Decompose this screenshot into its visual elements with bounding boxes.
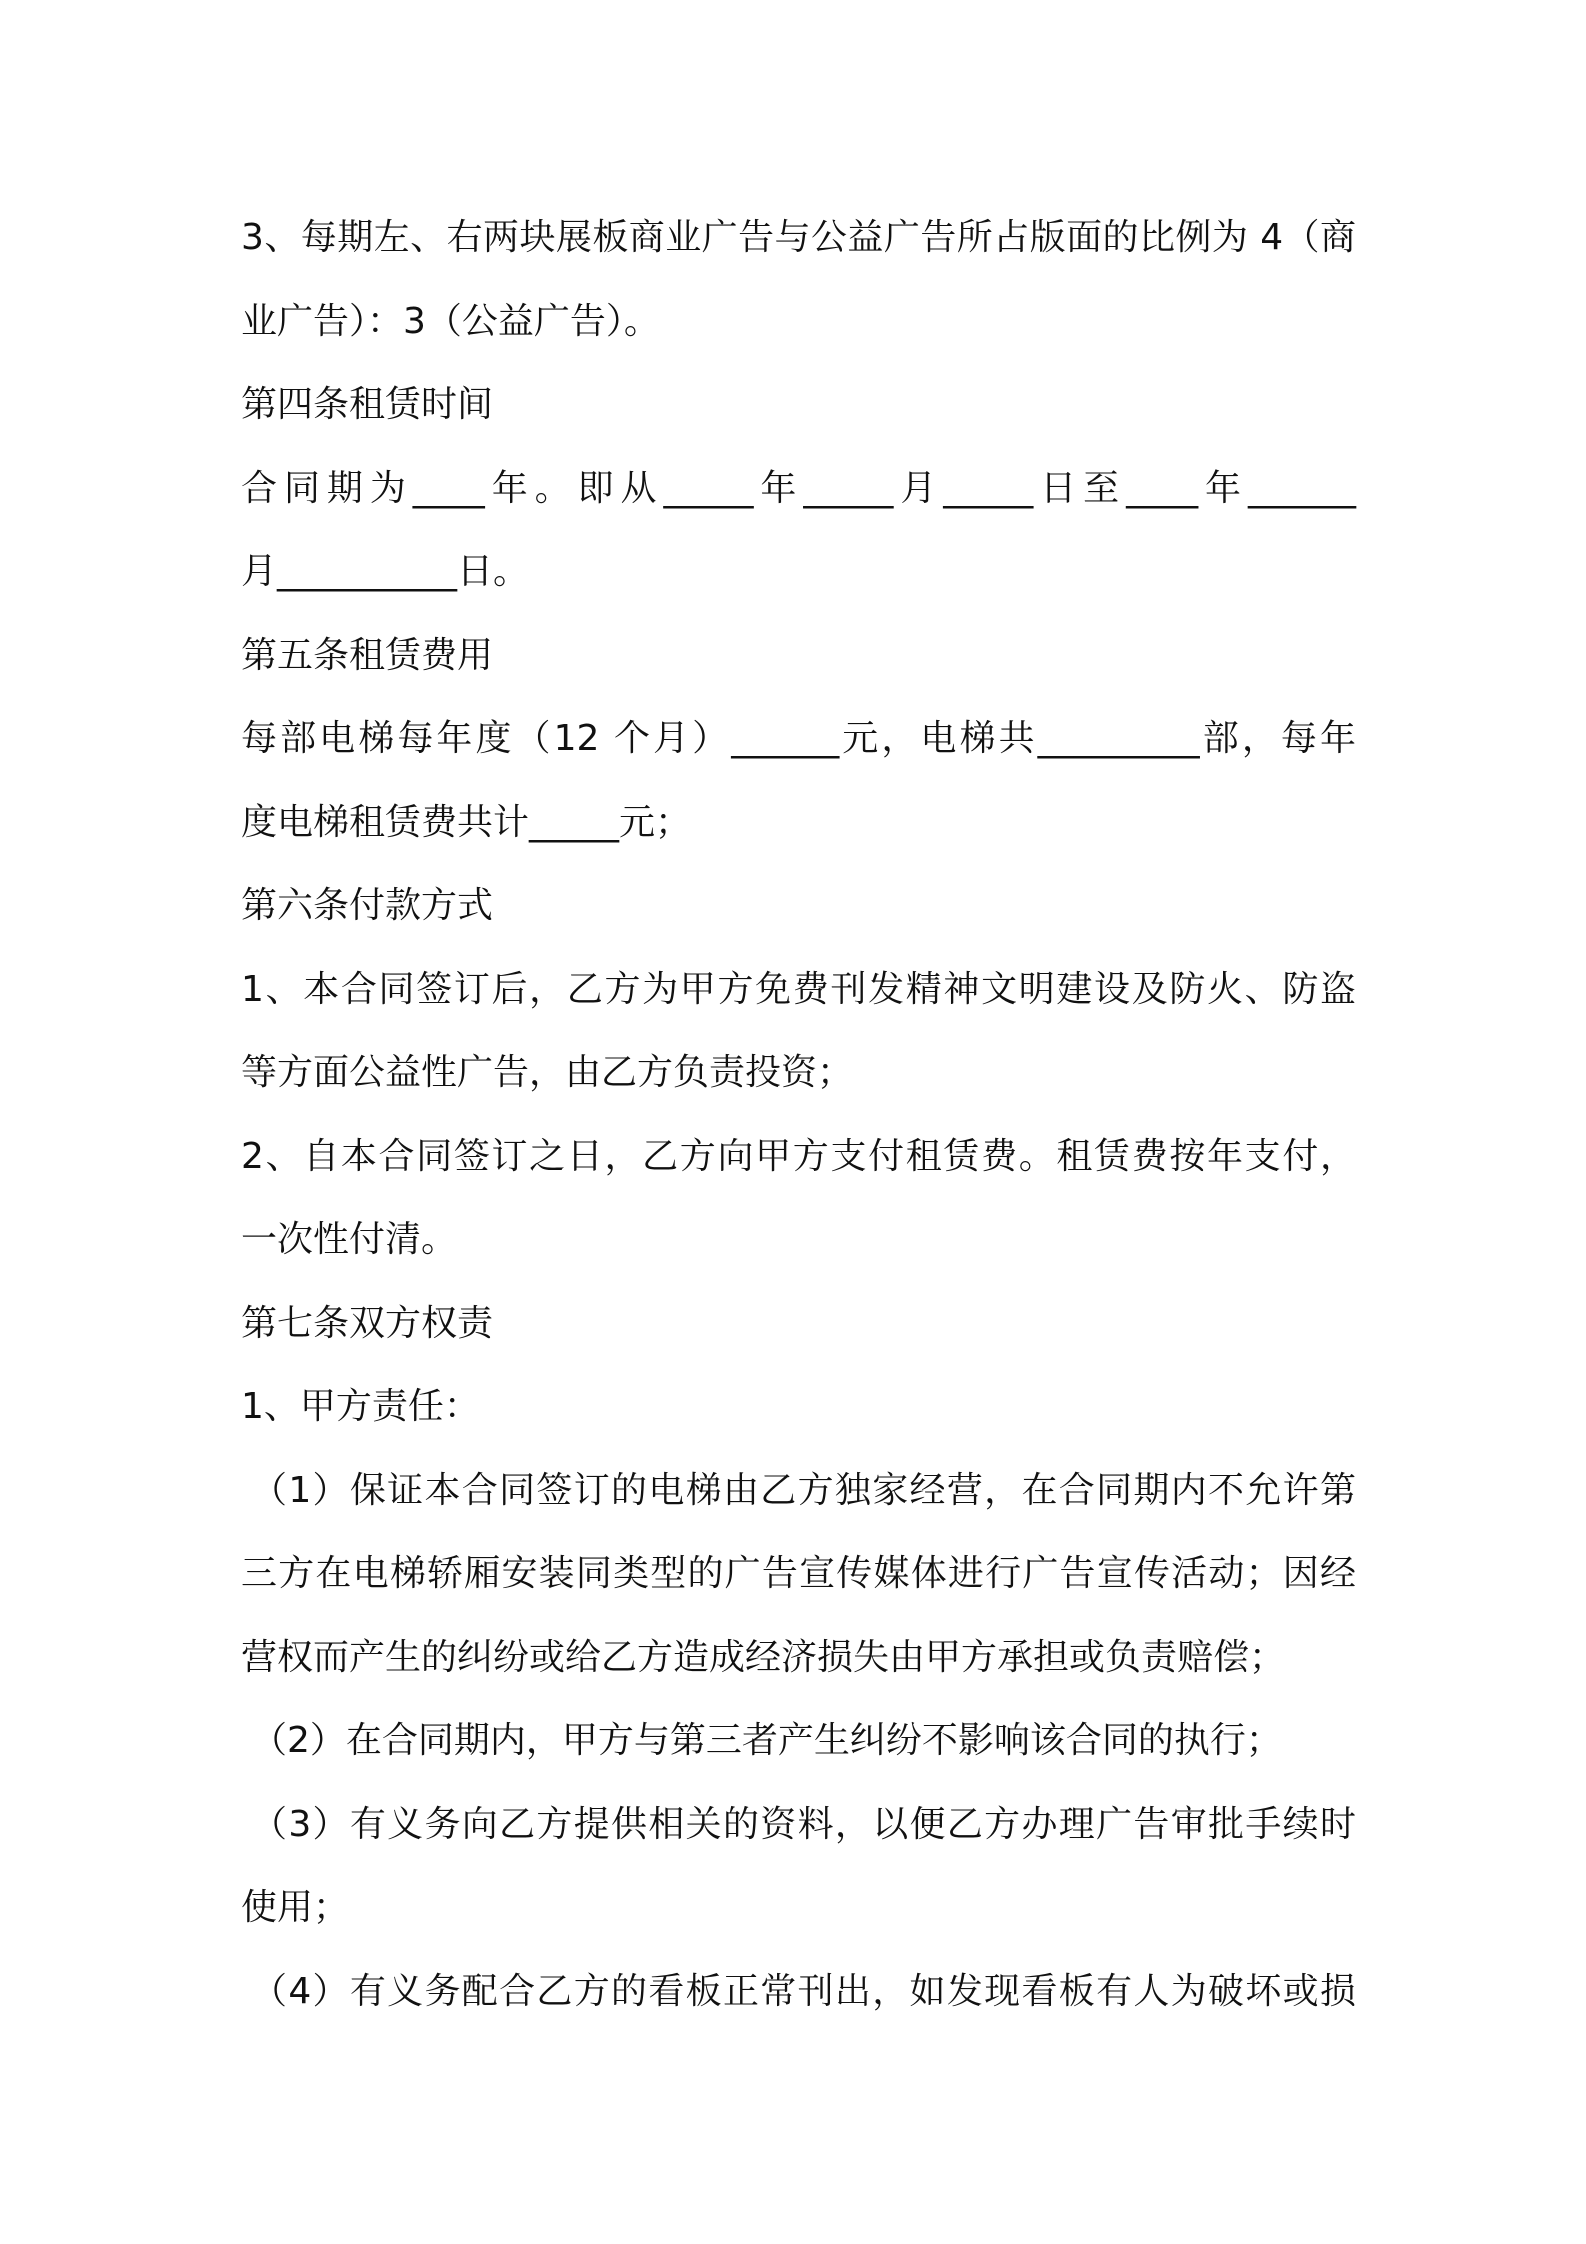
text-line: 度电梯租赁费共计_____元；	[241, 801, 692, 843]
section-heading: 第七条双方权责	[241, 1302, 494, 1344]
text-line: 每部电梯每年度（12 个月）______元，电梯共_________部，每年	[241, 718, 1356, 759]
text-line: 等方面公益性广告，由乙方负责投资；	[241, 1052, 854, 1093]
section-heading: 第六条付款方式	[241, 885, 494, 926]
text-line: 合同期为____年。即从_____年_____月_____日至____年______	[241, 467, 1356, 509]
text-line: 营权而产生的纠纷或给乙方造成经济损失由甲方承担或负责赔偿；	[241, 1636, 1286, 1678]
text-line: （1）保证本合同签订的电梯由乙方独家经营，在合同期内不允许第	[251, 1469, 1356, 1511]
text-line: 2、自本合同签订之日，乙方向甲方支付租赁费。租赁费按年支付，	[241, 1135, 1356, 1177]
text-line: 一次性付清。	[241, 1219, 458, 1260]
text-line: 1、甲方责任：	[241, 1386, 480, 1427]
text-line: 1、本合同签订后，乙方为甲方免费刊发精神文明建设及防火、防盗	[241, 968, 1356, 1010]
text-line: （4）有义务配合乙方的看板正常刊出，如发现看板有人为破坏或损	[251, 1970, 1356, 2012]
text-line: （2）在合同期内，甲方与第三者产生纠纷不影响该合同的执行；	[251, 1720, 1282, 1761]
text-line: 三方在电梯轿厢安装同类型的广告宣传媒体进行广告宣传活动；因经	[241, 1553, 1356, 1594]
text-line: （3）有义务向乙方提供相关的资料，以便乙方办理广告审批手续时	[251, 1803, 1356, 1845]
section-heading: 第五条租赁费用	[241, 634, 494, 676]
text-line: 使用；	[241, 1887, 350, 1928]
text-line: 业广告）：3（公益广告）。	[241, 300, 660, 342]
section-heading: 第四条租赁时间	[241, 384, 494, 425]
document-body	[241, 196, 1356, 2033]
text-line: 3、每期左、右两块展板商业广告与公益广告所占版面的比例为 4（商	[241, 217, 1356, 258]
text-line: 月__________日。	[241, 551, 530, 592]
